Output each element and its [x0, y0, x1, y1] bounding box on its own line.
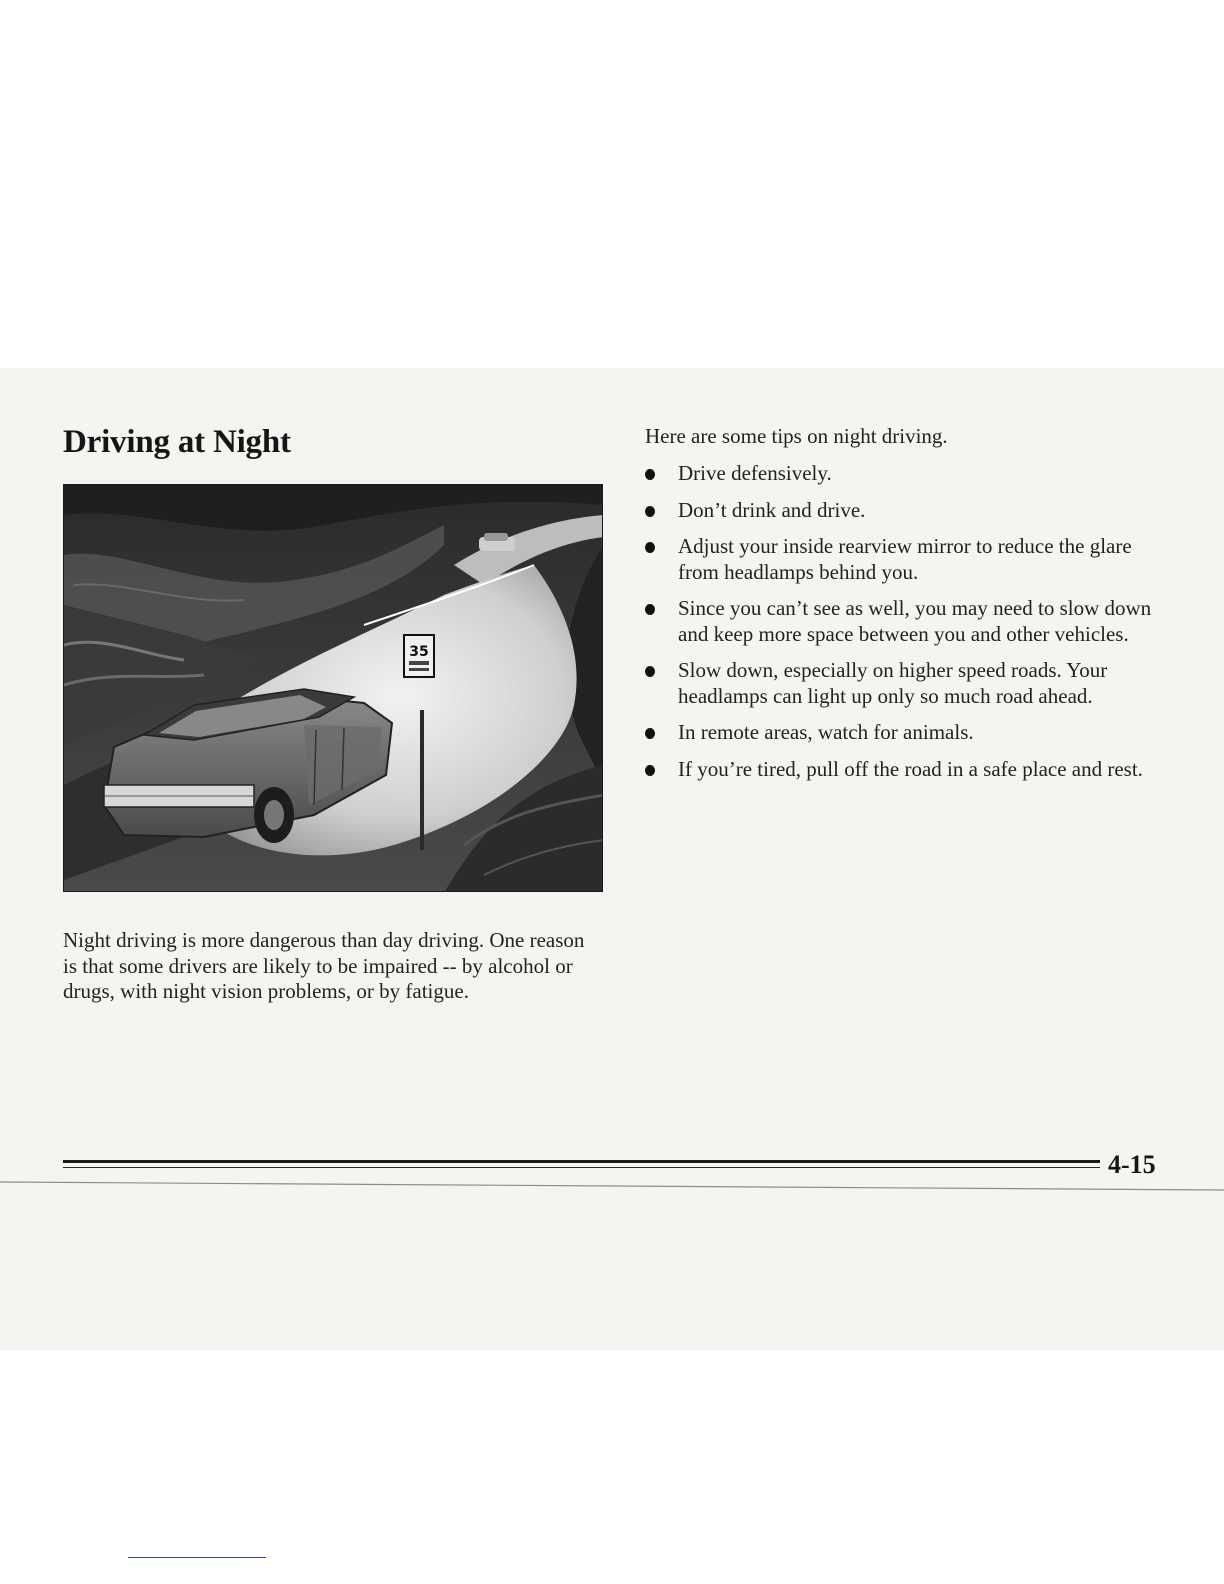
bullet-icon [645, 604, 655, 615]
tip-text: Slow down, especially on higher speed roads. Your headlamps can light up only so much road ahead. [678, 658, 1108, 708]
tip-item [645, 757, 1175, 783]
tips-lead: Here are some tips on night driving. [645, 424, 948, 448]
sign-post [420, 710, 424, 850]
tip-text: Don’t drink and drive. [678, 497, 866, 522]
bullet-icon [645, 728, 655, 739]
section-title: Driving at Night [63, 424, 291, 460]
footer-rule-thin [63, 1167, 1100, 1168]
tip-item [645, 498, 1175, 524]
tips-list [645, 461, 1175, 782]
tip-item [645, 534, 1175, 585]
tip-text: If you’re tired, pull off the road in a safe place and rest. [678, 756, 1143, 781]
tip-item [645, 461, 1175, 487]
tip-item [645, 658, 1175, 709]
intro-paragraph: Night driving is more dangerous than day driving. One reason is that some drivers are likely to be impaired -- by alcohol or drugs, with night vision problems, or by fatigue. [63, 928, 585, 1003]
tip-text: In remote areas, watch for animals. [678, 720, 974, 744]
bullet-icon [645, 666, 655, 677]
tip-text: Adjust your inside rearview mirror to reduce the glare from headlamps behind you. [678, 534, 1132, 584]
bullet-icon [645, 469, 655, 480]
bullet-icon [645, 542, 655, 553]
tip-item [645, 596, 1175, 647]
night-driving-tips [645, 423, 1175, 793]
bullet-icon [645, 765, 655, 776]
speed-limit-value: 35 [409, 644, 429, 660]
tip-text: Drive defensively. [678, 461, 832, 485]
footer-rule-thick [63, 1160, 1100, 1163]
night-driving-illustration [63, 484, 603, 892]
bottom-link-line [128, 1557, 266, 1558]
scan-edge-line [0, 1178, 1224, 1196]
page-number: 4-15 [1108, 1150, 1156, 1179]
tip-item [645, 720, 1175, 746]
tip-text: Since you can’t see as well, you may need to slow down and keep more space between you and other vehicles. [678, 596, 1152, 646]
night-road-drawing [64, 485, 603, 892]
bullet-icon [645, 506, 655, 517]
footer-rule [63, 1160, 1100, 1170]
